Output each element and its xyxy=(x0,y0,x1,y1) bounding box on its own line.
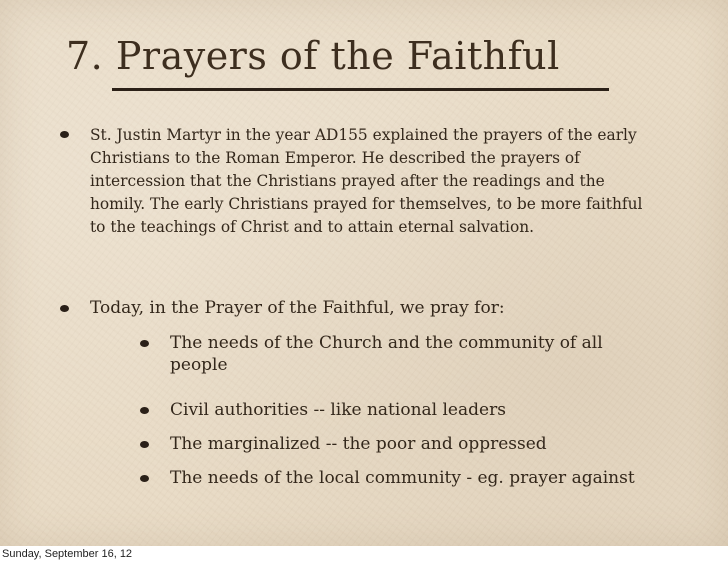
slide-title: 7. Prayers of the Faithful xyxy=(66,34,560,78)
bullet-icon xyxy=(140,475,149,482)
footer-timestamp: Sunday, September 16, 12 xyxy=(2,548,133,560)
bullet-icon xyxy=(140,441,149,448)
bullet-icon xyxy=(140,340,149,347)
bullet-icon xyxy=(140,407,149,414)
sub-bullet-text: The marginalized -- the poor and oppressed xyxy=(170,434,547,454)
bullet-icon xyxy=(60,305,69,312)
bullet-text: Today, in the Prayer of the Faithful, we pray for: xyxy=(90,298,505,318)
sub-bullet-text: The needs of the Church and the community of all people xyxy=(170,333,603,375)
sub-bullet-text: Civil authorities -- like national leaders xyxy=(170,400,506,420)
bullet-text: St. Justin Martyr in the year AD155 explained the prayers of the early Christians to the Roman Emperor. He described the prayers of intercession that the Christians prayed after the readings and the homily. The early Christians prayed for themselves, to be more faithful to the teachings of Christ and to attain eternal salvation. xyxy=(90,126,643,236)
sub-bullet-text: The needs of the local community - eg. prayer against xyxy=(170,468,635,488)
bullet-icon xyxy=(60,131,69,138)
